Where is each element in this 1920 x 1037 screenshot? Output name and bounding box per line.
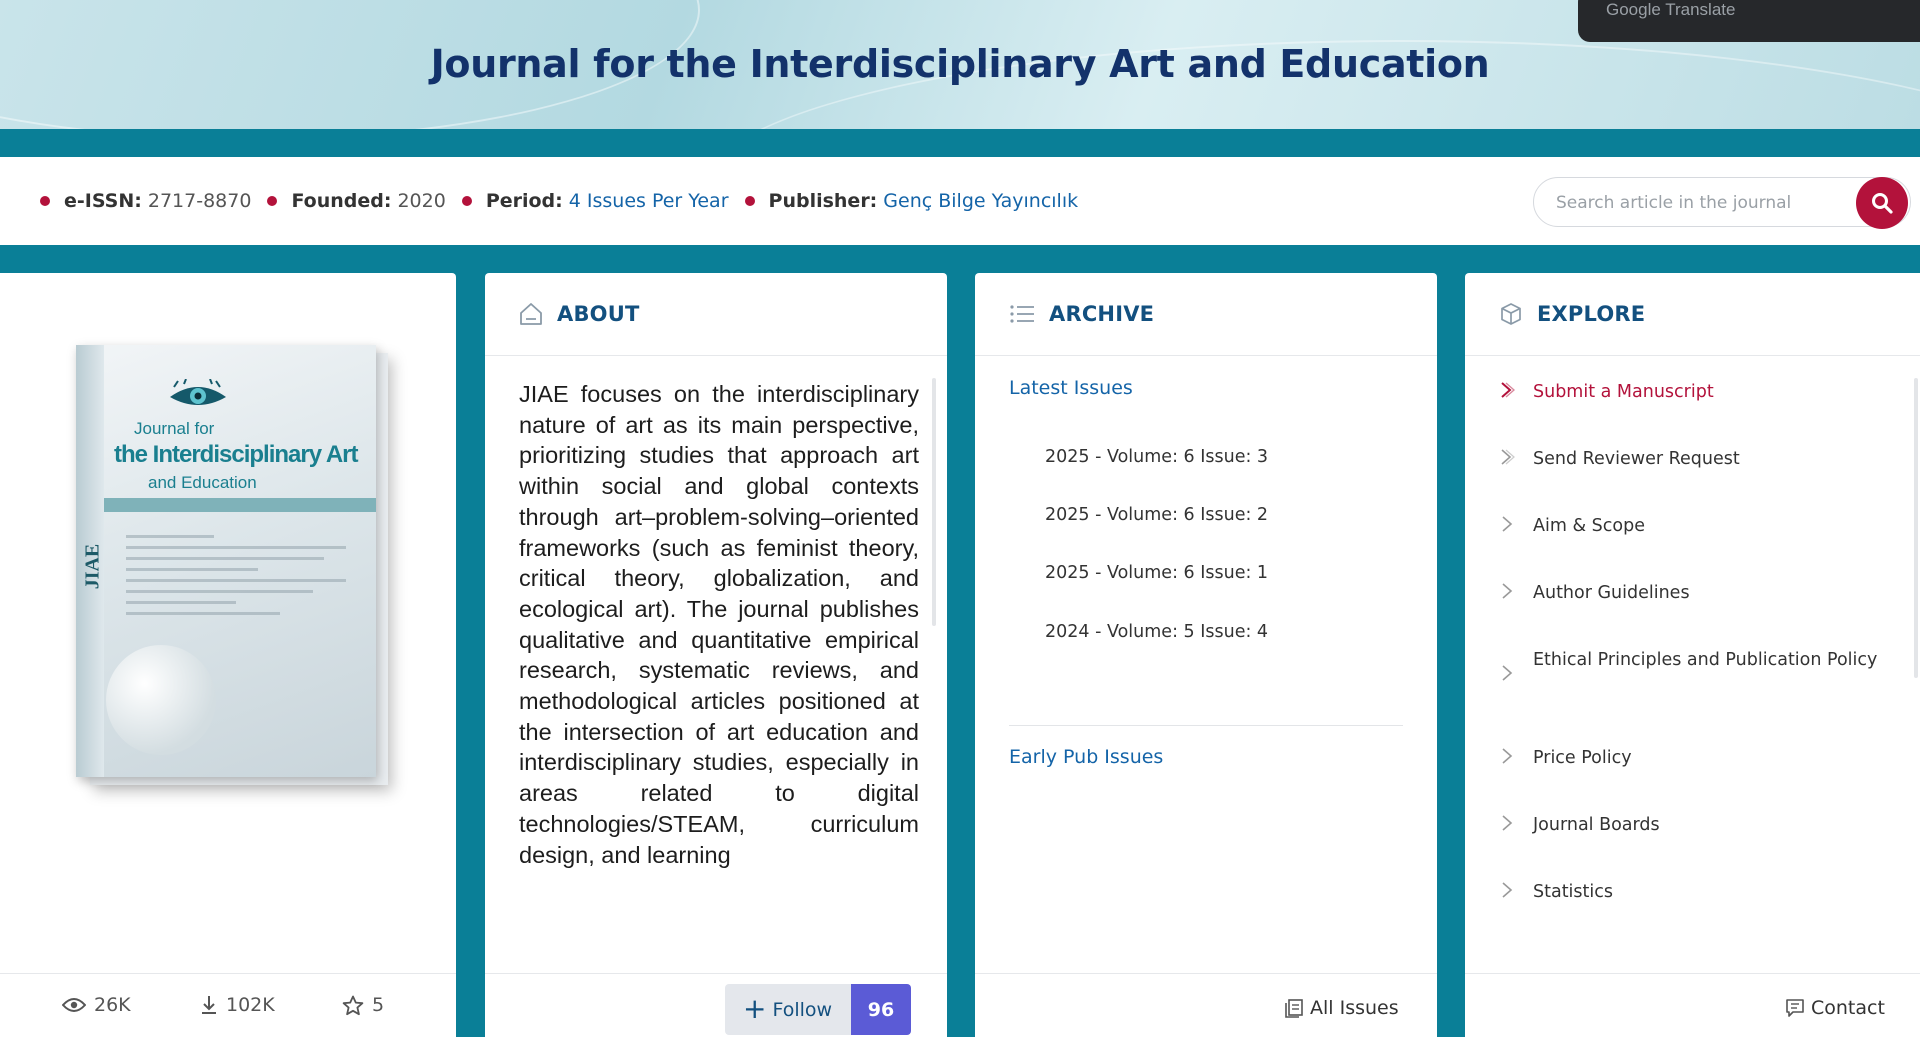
archive-divider	[1009, 725, 1403, 726]
eye-logo-icon	[168, 379, 228, 413]
views-count: 26K	[94, 994, 131, 1016]
chevron-right-icon	[1499, 511, 1533, 534]
cover-panel	[0, 273, 456, 1037]
publisher-link[interactable]: Genç Bilge Yayıncılık	[883, 190, 1079, 212]
explore-item-label: Price Policy	[1533, 748, 1632, 768]
explore-item-label: Journal Boards	[1533, 815, 1660, 835]
search-input[interactable]	[1556, 190, 1836, 216]
issue-link[interactable]: 2025 - Volume: 6 Issue: 3	[1045, 447, 1269, 467]
cover-image	[76, 345, 376, 777]
archive-header	[975, 273, 1437, 356]
meta-publisher	[745, 190, 1079, 212]
contact-link[interactable]	[1785, 997, 1885, 1019]
explore-aim-scope[interactable]	[1499, 511, 1879, 542]
explore-title: EXPLORE	[1537, 302, 1646, 326]
explore-journal-boards[interactable]	[1499, 810, 1879, 841]
bullet-icon	[267, 196, 277, 206]
meta-key: e-ISSN:	[64, 190, 142, 212]
journal-stats	[0, 973, 456, 1037]
bullet-icon	[745, 196, 755, 206]
cover-band	[104, 498, 376, 512]
all-issues-label: All Issues	[1310, 997, 1399, 1019]
download-icon	[200, 995, 218, 1015]
follow-label: Follow	[772, 998, 833, 1021]
early-pub-issues-link[interactable]: Early Pub Issues	[1009, 746, 1164, 768]
period-link[interactable]: 4 Issues Per Year	[568, 190, 729, 212]
chevron-right-icon	[1499, 743, 1533, 766]
cover-sphere	[106, 645, 216, 755]
google-translate-widget[interactable]	[1578, 0, 1920, 42]
header-banner	[0, 0, 1920, 129]
rating-stat	[342, 994, 384, 1016]
archive-title: ARCHIVE	[1049, 302, 1155, 326]
cover-title-line1: Journal for	[134, 419, 215, 438]
journal-cover[interactable]	[76, 345, 388, 785]
explore-statistics[interactable]	[1499, 877, 1879, 908]
follow-count: 96	[851, 984, 911, 1035]
meta-value: 2020	[397, 190, 446, 212]
bullet-icon	[462, 196, 472, 206]
explore-item-label: Aim & Scope	[1533, 516, 1645, 536]
rating-count: 5	[372, 994, 385, 1016]
journal-meta	[40, 157, 1094, 245]
journal-title: Journal for the Interdisciplinary Art and Education	[430, 42, 1490, 86]
cover-contents	[126, 535, 346, 623]
chevron-right-icon	[1499, 645, 1533, 683]
home-icon	[519, 302, 543, 326]
explore-send-reviewer-request[interactable]	[1499, 444, 1879, 475]
chevron-right-icon	[1499, 877, 1533, 900]
double-chevron-right-icon	[1499, 377, 1533, 400]
star-icon	[342, 995, 364, 1016]
explore-header	[1465, 273, 1920, 356]
journal-search	[1533, 177, 1911, 227]
about-header	[485, 273, 947, 356]
issue-link[interactable]: 2024 - Volume: 5 Issue: 4	[1045, 622, 1269, 642]
google-translate-label: Google Translate	[1606, 0, 1736, 19]
bullet-icon	[40, 196, 50, 206]
explore-item-label: Author Guidelines	[1533, 583, 1690, 603]
explore-scrollbar[interactable]	[1914, 378, 1918, 678]
cover-title-line3: and Education	[148, 473, 257, 492]
explore-author-guidelines[interactable]	[1499, 578, 1879, 609]
double-chevron-right-icon	[1499, 444, 1533, 467]
about-title: ABOUT	[557, 302, 640, 326]
chevron-right-icon	[1499, 578, 1533, 601]
search-button[interactable]	[1856, 177, 1908, 229]
meta-value: 2717-8870	[147, 190, 252, 212]
meta-period	[462, 190, 729, 212]
about-text: JIAE focuses on the interdisciplinary nature of art as its main perspective, prioritizing studies that approach art within social and global contexts through art–problem-solving–oriented frameworks (such as feminist theory, critical theory, globalization, and ecological art). The journal publishes qualitative and quantitative empirical research, systematic reviews, and methodological articles positioned at the intersection of art education and interdisciplinary studies, especially in areas related to digital technologies/STEAM, curriculum design, and learning	[519, 381, 919, 868]
all-issues-link[interactable]	[1284, 997, 1399, 1019]
meta-eissn	[40, 190, 251, 212]
explore-item-label: Ethical Principles and Publication Policy	[1533, 650, 1878, 670]
explore-panel	[1465, 273, 1920, 1037]
follow-label-box	[725, 984, 851, 1035]
eye-icon	[62, 997, 86, 1013]
about-scrollbar[interactable]	[932, 378, 936, 626]
latest-issues-heading[interactable]: Latest Issues	[1009, 377, 1133, 399]
explore-item-label: Submit a Manuscript	[1533, 382, 1714, 402]
journal-info-bar	[0, 157, 1920, 245]
search-icon	[1870, 191, 1894, 215]
issue-link[interactable]: 2025 - Volume: 6 Issue: 2	[1045, 505, 1269, 525]
views-stat	[62, 994, 131, 1016]
plus-icon: +	[743, 991, 767, 1025]
issue-link[interactable]: 2025 - Volume: 6 Issue: 1	[1045, 563, 1269, 583]
meta-founded	[267, 190, 445, 212]
downloads-stat	[200, 994, 275, 1016]
message-icon	[1785, 998, 1805, 1018]
cube-icon	[1499, 302, 1523, 326]
cover-spine-text: JIAE	[81, 543, 104, 590]
explore-item-label: Statistics	[1533, 882, 1613, 902]
meta-key: Period:	[485, 190, 563, 212]
cover-title-line2: the Interdisciplinary Art	[114, 441, 358, 468]
archive-panel	[975, 273, 1437, 1037]
chevron-right-icon	[1499, 810, 1533, 833]
follow-button[interactable]	[725, 984, 911, 1035]
explore-item-label: Send Reviewer Request	[1533, 449, 1740, 469]
explore-submit-manuscript[interactable]	[1499, 377, 1879, 408]
meta-key: Publisher:	[768, 190, 878, 212]
about-panel	[485, 273, 947, 1037]
list-icon	[1009, 303, 1035, 325]
meta-key: Founded:	[291, 190, 392, 212]
contact-label: Contact	[1811, 997, 1885, 1019]
issues-icon	[1284, 998, 1304, 1018]
downloads-count: 102K	[226, 994, 275, 1016]
explore-ethical-principles[interactable]	[1499, 645, 1879, 683]
explore-price-policy[interactable]	[1499, 743, 1879, 774]
